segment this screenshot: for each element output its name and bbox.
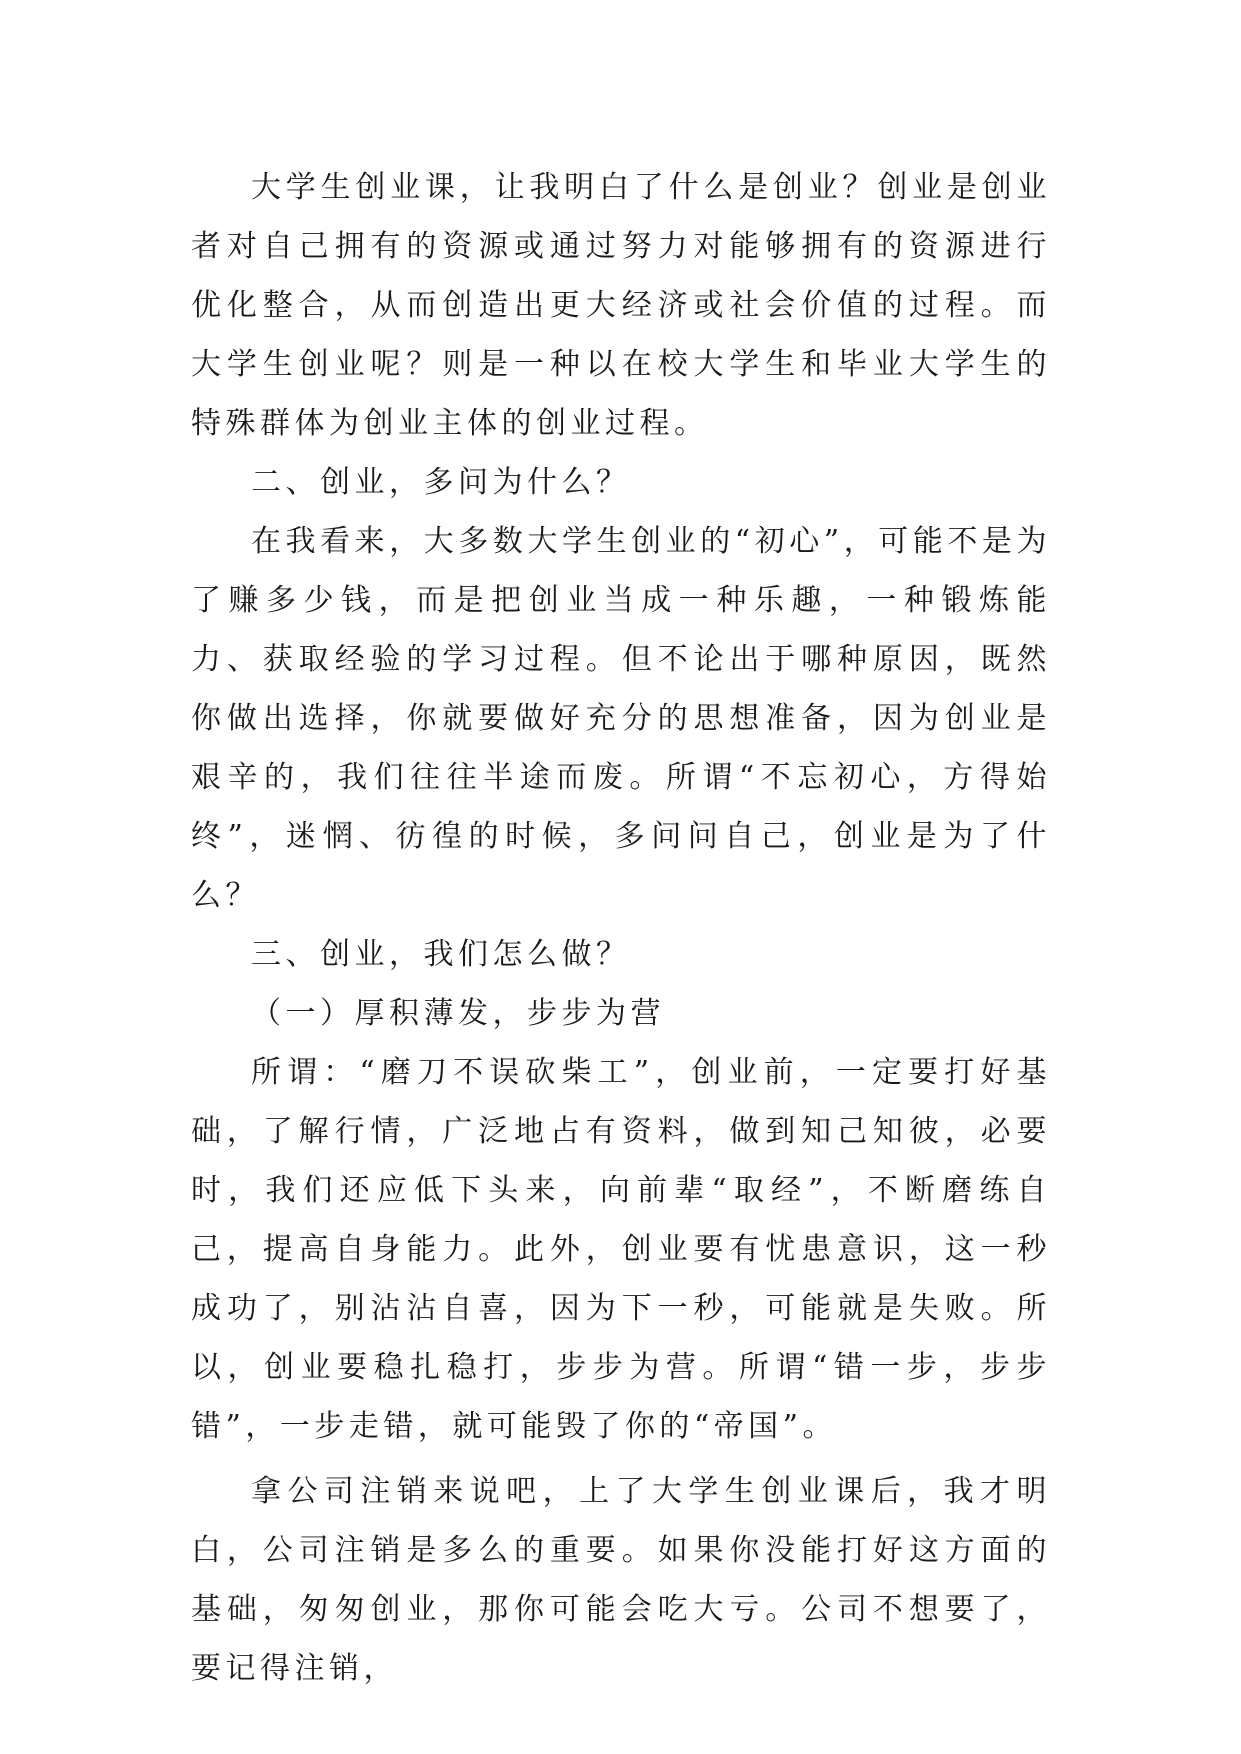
paragraph-definition: 大学生创业课，让我明白了什么是创业？创业是创业者对自己拥有的资源或通过努力对能够拥有的资源进行优化整合，从而创造出更大经济或社会价值的过程。而大学生创业呢？则是一种以在校大学生和毕业大学生的特殊群体为创业主体的创业过程。 [191,170,1051,441]
document-body [191,158,1051,1698]
section-heading-how: 三、创业，我们怎么做？ [251,937,631,972]
sub-heading-step-by-step: （一）厚积薄发，步步为营 [251,996,665,1031]
paragraph-foundation: 所谓：“磨刀不误砍柴工”，创业前，一定要打好基础，了解行情，广泛地占有资料，做到知己知彼，必要时，我们还应低下头来，向前辈“取经”，不断磨练自己，提高自身能力。此外，创业要有忧患意识，这一秒成功了，别沾沾自喜，因为下一秒，可能就是失败。所以，创业要稳扎稳打，步步为营。所谓“错一步，步步错”，一步走错，就可能毁了你的“帝国”。 [191,1055,1051,1444]
paragraph-original-intention: 在我看来，大多数大学生创业的“初心”，可能不是为了赚多少钱，而是把创业当成一种乐趣，一种锻炼能力、获取经验的学习过程。但不论出于哪种原因，既然你做出选择，你就要做好充分的思想准备，因为创业是艰辛的，我们往往半途而废。所谓“不忘初心，方得始终”，迷惘、彷徨的时候，多问问自己，创业是为了什么？ [191,524,1051,913]
paragraph-company-deregistration: 拿公司注销来说吧，上了大学生创业课后，我才明白，公司注销是多么的重要。如果你没能打好这方面的基础，匆匆创业，那你可能会吃大亏。公司不想要了，要记得注销， [191,1474,1051,1686]
section-heading-why: 二、创业，多问为什么？ [251,465,631,500]
